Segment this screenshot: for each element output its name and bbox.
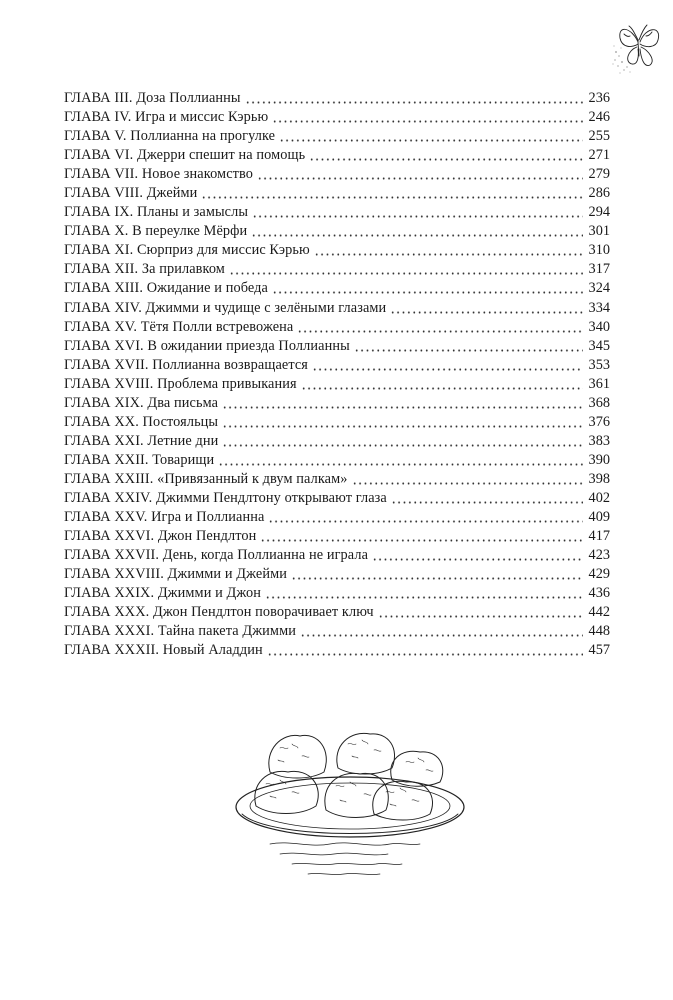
toc-entry-title: ГЛАВА X. В переулке Мёрфи xyxy=(64,223,248,240)
toc-entry-title: ГЛАВА VIII. Джейми xyxy=(64,185,198,202)
toc-dot-leader xyxy=(201,196,583,199)
toc-entry xyxy=(64,375,610,394)
toc-dot-leader xyxy=(257,177,583,180)
toc-entry-title: ГЛАВА XIII. Ожидание и победа xyxy=(64,280,268,297)
toc-entry xyxy=(64,356,610,375)
toc-entry xyxy=(64,527,610,546)
toc-entry-title: ГЛАВА XXIV. Джимми Пендлтону открывают глаза xyxy=(64,489,387,506)
toc-entry-title: ГЛАВА XI. Сюрприз для миссис Кэрью xyxy=(64,242,310,259)
toc-dot-leader xyxy=(265,596,583,599)
toc-entry-title: ГЛАВА XXII. Товарищи xyxy=(64,451,215,468)
toc-entry-title: ГЛАВА XXVII. День, когда Поллианна не играла xyxy=(64,547,369,564)
toc-entry-page: 398 xyxy=(588,470,610,487)
toc-entry xyxy=(64,565,610,584)
toc-entry-title: ГЛАВА XVII. Поллианна возвращается xyxy=(64,356,308,373)
toc-entry-page: 376 xyxy=(588,413,610,430)
toc-entry-page: 345 xyxy=(588,337,610,354)
toc-entry-title: ГЛАВА XXIII. «Привязанный к двум палкам» xyxy=(64,470,348,487)
toc-entry xyxy=(64,260,610,279)
toc-entry-page: 361 xyxy=(588,375,610,392)
toc-entry-title: ГЛАВА XXXII. Новый Аладдин xyxy=(64,642,263,659)
toc-dot-leader xyxy=(279,139,583,142)
toc-dot-leader xyxy=(291,577,583,580)
toc-dot-leader xyxy=(354,349,583,352)
toc-dot-leader xyxy=(309,158,583,161)
toc-entry-title: ГЛАВА XV. Тётя Полли встревожена xyxy=(64,318,294,335)
toc-entry-title: ГЛАВА XIV. Джимми и чудище с зелёными глазами xyxy=(64,299,387,316)
toc-entry-page: 324 xyxy=(588,280,610,297)
toc-dot-leader xyxy=(260,539,583,542)
toc-entry-page: 383 xyxy=(588,432,610,449)
toc-entry xyxy=(64,603,610,622)
toc-dot-leader xyxy=(245,101,583,104)
toc-dot-leader xyxy=(222,406,583,409)
toc-entry-title: ГЛАВА XXXI. Тайна пакета Джимми xyxy=(64,623,296,640)
toc-dot-leader xyxy=(300,634,583,637)
toc-entry-page: 457 xyxy=(588,642,610,659)
toc-entry-title: ГЛАВА XXVIII. Джимми и Джейми xyxy=(64,566,288,583)
toc-entry-title: ГЛАВА IV. Игра и миссис Кэрью xyxy=(64,109,269,126)
toc-entry-title: ГЛАВА VI. Джерри спешит на помощь xyxy=(64,147,306,164)
toc-entry xyxy=(64,451,610,470)
toc-entry-page: 448 xyxy=(588,623,610,640)
toc-dot-leader xyxy=(218,463,583,466)
toc-entry-title: ГЛАВА XII. За прилавком xyxy=(64,261,225,278)
toc-entry-page: 286 xyxy=(588,185,610,202)
toc-entry xyxy=(64,413,610,432)
toc-entry-page: 334 xyxy=(588,299,610,316)
toc-dot-leader xyxy=(229,272,583,275)
toc-entry-page: 390 xyxy=(588,451,610,468)
toc-dot-leader xyxy=(314,253,583,256)
toc-entry-page: 368 xyxy=(588,394,610,411)
toc-entry xyxy=(64,337,610,356)
toc-entry-title: ГЛАВА XXI. Летние дни xyxy=(64,432,219,449)
toc-entry xyxy=(64,318,610,337)
toc-entry xyxy=(64,184,610,203)
toc-dot-leader xyxy=(272,120,583,123)
toc-entry-page: 294 xyxy=(588,204,610,221)
toc-entry-page: 310 xyxy=(588,242,610,259)
toc-entry-page: 442 xyxy=(588,604,610,621)
toc-entry-page: 409 xyxy=(588,509,610,526)
toc-entry-page: 402 xyxy=(588,489,610,506)
toc-entry xyxy=(64,508,610,527)
butterfly-icon xyxy=(612,18,666,76)
toc-entry xyxy=(64,279,610,298)
toc-entry-title: ГЛАВА XXVI. Джон Пендлтон xyxy=(64,528,257,545)
toc-dot-leader xyxy=(390,311,583,314)
toc-entry xyxy=(64,489,610,508)
toc-entry xyxy=(64,89,610,108)
toc-entry xyxy=(64,146,610,165)
toc-entry xyxy=(64,203,610,222)
toc-dot-leader xyxy=(272,291,583,294)
toc-dot-leader xyxy=(301,387,583,390)
toc-dot-leader xyxy=(312,368,583,371)
toc-dot-leader xyxy=(268,520,583,523)
toc-entry-title: ГЛАВА XXIX. Джимми и Джон xyxy=(64,585,262,602)
toc-dot-leader xyxy=(352,482,583,485)
toc-entry-page: 340 xyxy=(588,318,610,335)
toc-dot-leader xyxy=(251,234,583,237)
toc-entry-title: ГЛАВА XVI. В ожидании приезда Поллианны xyxy=(64,337,350,354)
toc-dot-leader xyxy=(391,501,583,504)
toc-entry-title: ГЛАВА III. Доза Поллианны xyxy=(64,90,241,106)
toc-entry-title: ГЛАВА XIX. Два письма xyxy=(64,394,219,411)
toc-dot-leader xyxy=(267,653,583,656)
toc-entry-page: 436 xyxy=(588,585,610,602)
toc-dot-leader xyxy=(222,425,583,428)
toc-entry xyxy=(64,622,610,641)
toc-dot-leader xyxy=(378,615,583,618)
toc-entry xyxy=(64,241,610,260)
toc-entry xyxy=(64,641,610,660)
toc-dot-leader xyxy=(252,215,583,218)
toc-entry-title: ГЛАВА XXV. Игра и Поллианна xyxy=(64,509,265,526)
toc-entry-page: 236 xyxy=(588,90,610,106)
table-of-contents xyxy=(64,89,610,660)
toc-dot-leader xyxy=(222,444,583,447)
toc-entry-title: ГЛАВА V. Поллианна на прогулке xyxy=(64,128,276,145)
toc-entry-title: ГЛАВА XVIII. Проблема привыкания xyxy=(64,375,297,392)
toc-entry xyxy=(64,222,610,241)
toc-entry-title: ГЛАВА XX. Постояльцы xyxy=(64,413,219,430)
toc-entry-page: 353 xyxy=(588,356,610,373)
toc-entry-page: 279 xyxy=(588,166,610,183)
toc-dot-leader xyxy=(297,330,583,333)
toc-entry xyxy=(64,584,610,603)
toc-entry-page: 429 xyxy=(588,566,610,583)
toc-entry xyxy=(64,165,610,184)
toc-dot-leader xyxy=(372,558,583,561)
toc-entry xyxy=(64,432,610,451)
toc-entry-page: 301 xyxy=(588,223,610,240)
toc-entry xyxy=(64,108,610,127)
toc-entry xyxy=(64,394,610,413)
toc-entry xyxy=(64,470,610,489)
toc-entry-page: 255 xyxy=(588,128,610,145)
toc-entry-page: 423 xyxy=(588,547,610,564)
toc-entry-page: 317 xyxy=(588,261,610,278)
muffins-plate-illustration xyxy=(230,722,470,884)
toc-entry xyxy=(64,127,610,146)
toc-entry-page: 271 xyxy=(588,147,610,164)
toc-entry-title: ГЛАВА XXX. Джон Пендлтон поворачивает ключ xyxy=(64,604,374,621)
toc-entry-title: ГЛАВА VII. Новое знакомство xyxy=(64,166,253,183)
toc-entry xyxy=(64,546,610,565)
toc-entry-page: 417 xyxy=(588,528,610,545)
toc-entry-title: ГЛАВА IX. Планы и замыслы xyxy=(64,204,249,221)
toc-entry-page: 246 xyxy=(588,109,610,126)
toc-entry xyxy=(64,299,610,318)
